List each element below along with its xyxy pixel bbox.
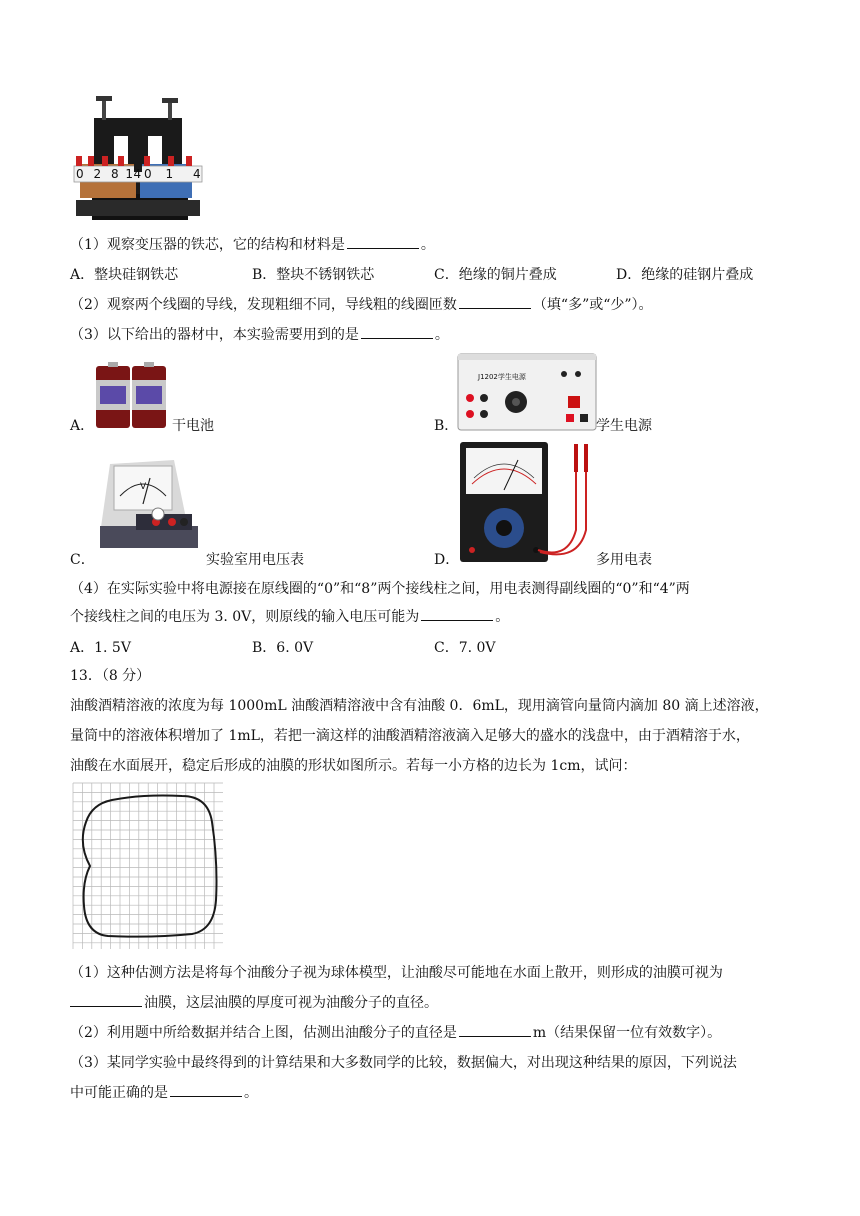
q12-sub4-option-b: B．6. 0V <box>252 640 314 656</box>
q13-sub3-line2: 中可能正确的是 。 <box>70 1082 258 1102</box>
oil-film-outline <box>83 796 217 937</box>
answer-blank[interactable] <box>170 1082 242 1097</box>
q12-sub4-option-a: A．1. 5V <box>70 640 131 656</box>
q13-intro-line1: 油酸酒精溶液的浓度为每 1000mL 油酸酒精溶液中含有油酸 0．6mL，现用滴管向量筒内滴加 80 滴上述溶液， <box>70 698 769 714</box>
voltmeter-image <box>96 456 204 552</box>
answer-blank[interactable] <box>459 294 531 309</box>
q13-sub2: （2）利用题中所给数据并结合上图，估测出油酸分子的直径是 m（结果保留一位有效数字）。 <box>70 1022 721 1042</box>
equipment-b-label: 学生电源 <box>596 418 652 434</box>
equipment-d-letter: D． <box>434 552 460 568</box>
equipment-b-letter: B． <box>434 418 459 434</box>
equipment-d-label: 多用电表 <box>596 552 652 568</box>
answer-blank[interactable] <box>459 1022 531 1037</box>
q13-header: 13．（8 分） <box>70 668 151 684</box>
q13-sub1-line1: （1）这种估测方法是将每个油酸分子视为球体模型，让油酸尽可能地在水面上散开，则形成的油膜可视为 <box>70 965 723 981</box>
coil-label-4: 4 <box>192 167 201 181</box>
power-supply-image <box>456 352 598 432</box>
q13-intro-line2: 量筒中的溶液体积增加了 1mL，若把一滴这样的油酸酒精溶液滴入足够大的盛水的浅盘中，由于酒精溶于水， <box>70 728 750 744</box>
q12-sub4-line1: （4）在实际实验中将电源接在原线圈的“0”和“8”两个接线柱之间，用电表测得副线圈的“0”和“4”两 <box>70 581 690 597</box>
equipment-c-letter: C． <box>70 552 95 568</box>
q12-sub1-option-c: C．绝缘的铜片叠成 <box>434 267 557 283</box>
equipment-c-label: 实验室用电压表 <box>206 552 304 568</box>
q12-sub4-line2: 个接线柱之间的电压为 3. 0V，则原线的输入电压可能为 。 <box>70 606 509 626</box>
power-supply-label: J1202学生电源 <box>478 373 526 381</box>
q12-sub1-option-b: B．整块不锈钢铁芯 <box>252 267 375 283</box>
coil-label-0b: 0 <box>144 167 152 181</box>
answer-blank[interactable] <box>361 324 433 339</box>
voltmeter-symbol: V <box>140 482 147 492</box>
q12-sub4-option-c: C．7. 0V <box>434 640 496 656</box>
q13-sub3-line1: （3）某同学实验中最终得到的计算结果和大多数同学的比较，数据偏大，对出现这种结果的原因，下列说法 <box>70 1055 737 1071</box>
oil-film-grid-figure <box>72 782 224 950</box>
q12-sub3: （3）以下给出的器材中，本实验需要用到的是 。 <box>70 324 449 344</box>
answer-blank[interactable] <box>421 606 493 621</box>
q13-intro-line3: 油酸在水面展开，稳定后形成的油膜的形状如图所示。若每一小方格的边长为 1cm，试问： <box>70 758 637 774</box>
q12-sub1-option-a: A．整块硅钢铁芯 <box>70 267 179 283</box>
answer-blank[interactable] <box>347 234 419 249</box>
coil-label-0: 0 <box>76 167 85 181</box>
q12-sub2: （2）观察两个线圈的导线，发现粗细不同，导线粗的线圈匝数 （填“多”或“少”）。 <box>70 294 653 314</box>
battery-image <box>92 360 170 430</box>
q13-sub1-line2: 油膜，这层油膜的厚度可视为油酸分子的直径。 <box>70 992 438 1012</box>
coil-label-2: 2 <box>93 167 102 181</box>
coil-label-8: 8 <box>110 167 120 181</box>
equipment-a-label: 干电池 <box>172 418 214 434</box>
equipment-a-letter: A． <box>70 418 95 434</box>
coil-label-1: 1 <box>165 167 174 181</box>
coil-label-14: 14 <box>125 167 142 181</box>
multimeter-image <box>458 440 592 564</box>
q12-sub1: （1）观察变压器的铁芯，它的结构和材料是 。 <box>70 234 435 254</box>
transformer-image <box>72 96 204 226</box>
answer-blank[interactable] <box>70 992 142 1007</box>
q12-sub1-option-d: D．绝缘的硅钢片叠成 <box>616 267 754 283</box>
